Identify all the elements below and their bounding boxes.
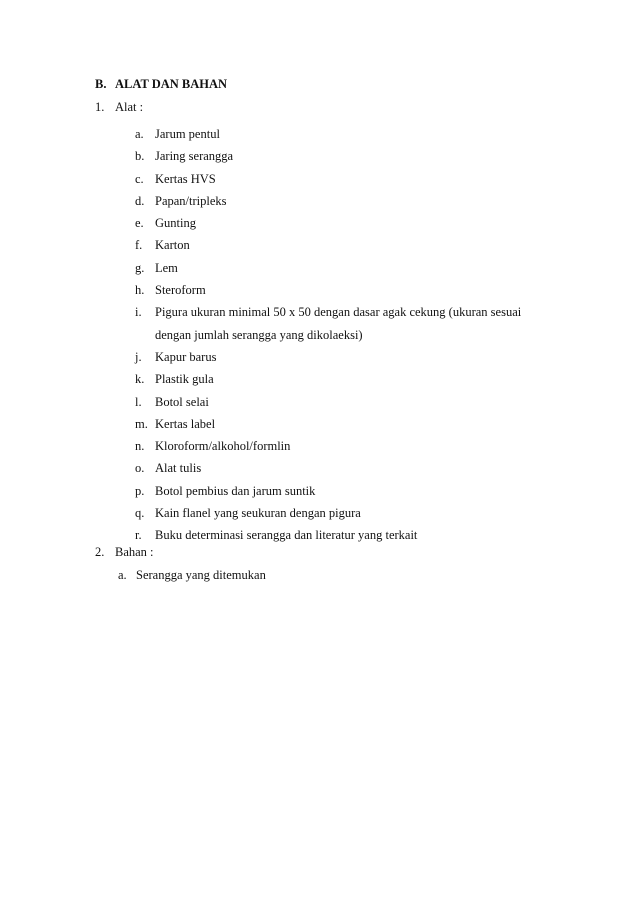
list-text: Gunting: [155, 216, 196, 231]
list-marker: k.: [135, 372, 145, 387]
list-text: Kertas label: [155, 416, 216, 431]
section-alat: [95, 100, 143, 115]
list-item: [135, 279, 555, 301]
list-item: [118, 568, 266, 583]
list-marker: o.: [135, 461, 145, 476]
list-item: [135, 435, 555, 457]
list-marker: g.: [135, 260, 145, 275]
section-number: 1.: [95, 100, 105, 114]
list-text: Pigura ukuran minimal 50 x 50 dengan dasar agak cekung (ukuran sesuai dengan jumlah serangga yang dikolaeksi): [155, 305, 522, 342]
list-marker: b.: [135, 149, 145, 164]
list-marker: e.: [135, 216, 144, 231]
list-text: Botol pembius dan jarum suntik: [155, 483, 316, 498]
list-text: Kain flanel yang seukuran dengan pigura: [155, 506, 361, 521]
list-marker: p.: [135, 483, 145, 498]
list-text: Plastik gula: [155, 372, 214, 387]
list-item: [135, 413, 555, 435]
list-marker: n.: [135, 439, 145, 454]
list-item: [135, 457, 555, 479]
alat-list: [135, 123, 555, 547]
section-heading: [95, 77, 227, 92]
list-item: [135, 123, 555, 145]
heading-title: ALAT DAN BAHAN: [115, 77, 228, 91]
list-text: Lem: [155, 260, 178, 275]
list-text: Papan/tripleks: [155, 193, 227, 208]
list-text: Kapur barus: [155, 349, 217, 364]
list-text: Karton: [155, 238, 190, 253]
section-number: 2.: [95, 545, 105, 559]
list-item: [135, 368, 555, 390]
list-text: Serangga yang ditemukan: [136, 568, 266, 582]
list-item: [135, 234, 555, 256]
list-text: Botol selai: [155, 394, 209, 409]
list-item: [135, 480, 555, 502]
list-item: [135, 212, 555, 234]
list-marker: f.: [135, 238, 143, 253]
list-marker: i.: [135, 305, 142, 320]
list-text: Steroform: [155, 283, 206, 298]
list-item: [135, 190, 555, 212]
list-text: Kertas HVS: [155, 171, 216, 186]
section-bahan: [95, 545, 154, 560]
heading-number: B.: [95, 77, 107, 91]
list-marker: q.: [135, 506, 145, 521]
section-label: Alat :: [115, 100, 144, 114]
list-marker: d.: [135, 193, 145, 208]
list-text: Buku determinasi serangga dan literatur yang terkait: [155, 528, 418, 543]
list-item: [135, 145, 555, 167]
list-item: [135, 502, 555, 524]
list-marker: r.: [135, 528, 142, 543]
list-item: [135, 301, 555, 346]
list-marker: m.: [135, 416, 148, 431]
list-text: Jarum pentul: [155, 127, 220, 141]
list-item: [135, 168, 555, 190]
section-label: Bahan :: [115, 545, 154, 559]
list-item: [135, 524, 555, 546]
list-text: Alat tulis: [155, 461, 202, 476]
list-item: [135, 346, 555, 368]
list-marker: a.: [135, 127, 144, 141]
list-marker: a.: [118, 568, 127, 582]
list-marker: j.: [135, 349, 142, 364]
list-text: Jaring serangga: [155, 149, 234, 164]
list-marker: c.: [135, 171, 144, 186]
list-item: [135, 391, 555, 413]
list-text: Kloroform/alkohol/formlin: [155, 439, 291, 454]
list-item: [135, 257, 555, 279]
list-marker: l.: [135, 394, 142, 409]
list-marker: h.: [135, 283, 145, 298]
